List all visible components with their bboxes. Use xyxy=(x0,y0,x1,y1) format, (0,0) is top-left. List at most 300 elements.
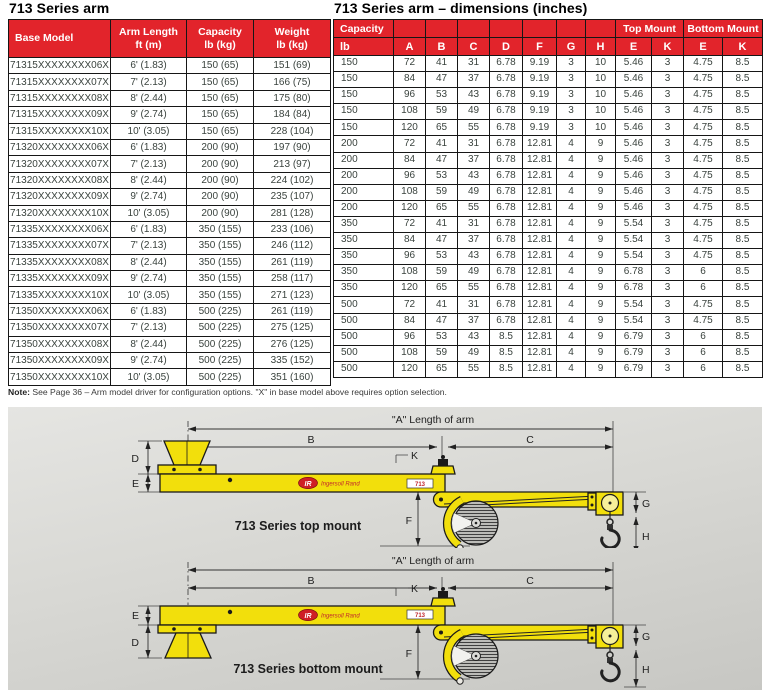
table-row xyxy=(334,361,763,377)
table-cell: 500 (225) xyxy=(187,369,254,385)
table-cell: 9.19 xyxy=(523,120,557,136)
table-cell: 8.5 xyxy=(723,297,763,313)
table-cell: 84 xyxy=(394,72,426,88)
table-cell: 65 xyxy=(426,200,458,216)
table-row xyxy=(9,320,331,336)
table-cell: 55 xyxy=(458,281,490,297)
left-table-header-row xyxy=(9,20,331,58)
table-cell: 59 xyxy=(426,184,458,200)
table-cell: 3 xyxy=(557,104,586,120)
table-cell: 3 xyxy=(652,120,684,136)
col-header-capacity: Capacity xyxy=(334,20,394,38)
table-row xyxy=(9,369,331,385)
col-header-f: F xyxy=(523,38,557,56)
table-cell: 6.78 xyxy=(490,168,523,184)
table-cell: 49 xyxy=(458,345,490,361)
table-cell: 350 (155) xyxy=(187,221,254,237)
table-cell: 9 xyxy=(586,200,616,216)
table-cell: 12.81 xyxy=(523,216,557,232)
table-cell: 8' (2.44) xyxy=(111,254,187,270)
table-cell: 120 xyxy=(394,361,426,377)
table-cell: 59 xyxy=(426,265,458,281)
table-cell: 108 xyxy=(394,345,426,361)
table-cell: 47 xyxy=(426,152,458,168)
pivot-cap xyxy=(438,459,448,466)
bottom-mount-caption: 713 Series bottom mount xyxy=(233,662,383,676)
table-cell: 10' (3.05) xyxy=(111,123,187,139)
table-cell: 4 xyxy=(557,233,586,249)
table-cell: 65 xyxy=(426,120,458,136)
table-cell: 150 (65) xyxy=(187,58,254,74)
table-cell: 8.5 xyxy=(723,56,763,72)
col-header-bottom-mount: Bottom Mount xyxy=(684,20,763,38)
footnote-label: Note: xyxy=(8,387,30,397)
table-cell: 8.5 xyxy=(723,216,763,232)
table-cell: 12.81 xyxy=(523,200,557,216)
dim-label-d: D xyxy=(131,453,139,465)
table-cell: 500 xyxy=(334,361,394,377)
table-cell: 6' (1.83) xyxy=(111,221,187,237)
table-cell: 10' (3.05) xyxy=(111,369,187,385)
table-cell: 500 xyxy=(334,345,394,361)
table-cell: 6' (1.83) xyxy=(111,139,187,155)
table-cell: 6.78 xyxy=(490,297,523,313)
table-cell: 261 (119) xyxy=(254,303,331,319)
dim-label-e: E xyxy=(131,478,139,490)
table-cell: 500 xyxy=(334,313,394,329)
hook-icon xyxy=(602,663,620,681)
table-cell: 8.5 xyxy=(490,361,523,377)
table-cell: 6.78 xyxy=(490,56,523,72)
table-cell: 71315XXXXXXXX06X xyxy=(9,58,111,74)
table-cell: 108 xyxy=(394,104,426,120)
table-cell: 5.46 xyxy=(616,168,652,184)
arm-models-table xyxy=(8,19,331,386)
table-cell: 350 xyxy=(334,265,394,281)
table-cell: 9 xyxy=(586,152,616,168)
header-text: Capacity xyxy=(198,26,242,39)
col-header-g: G xyxy=(557,38,586,56)
table-cell: 108 xyxy=(394,184,426,200)
table-cell: 59 xyxy=(426,104,458,120)
table-row xyxy=(9,172,331,188)
table-cell: 150 xyxy=(334,104,394,120)
dim-label-c: C xyxy=(526,434,534,446)
arm-models-section xyxy=(8,0,330,386)
table-cell: 6.78 xyxy=(490,104,523,120)
table-row xyxy=(9,238,331,254)
dimensions-table-body xyxy=(334,56,763,378)
right-table-header-row-2 xyxy=(334,38,763,56)
table-cell: 8.5 xyxy=(723,361,763,377)
table-row xyxy=(334,88,763,104)
table-cell: 71320XXXXXXXX09X xyxy=(9,189,111,205)
table-cell: 150 xyxy=(334,72,394,88)
table-cell: 3 xyxy=(652,136,684,152)
table-cell: 150 (65) xyxy=(187,74,254,90)
table-cell: 197 (90) xyxy=(254,139,331,155)
table-cell: 9 xyxy=(586,297,616,313)
dim-label-g: G xyxy=(642,631,651,643)
table-cell: 4.75 xyxy=(684,168,723,184)
bracket-clip xyxy=(457,678,463,684)
header-subtext: lb (kg) xyxy=(204,38,236,51)
table-cell: 4.75 xyxy=(684,104,723,120)
table-cell: 213 (97) xyxy=(254,156,331,172)
table-cell: 9 xyxy=(586,233,616,249)
table-cell: 246 (112) xyxy=(254,238,331,254)
hook-assembly xyxy=(602,511,620,548)
table-cell: 53 xyxy=(426,249,458,265)
table-cell: 335 (152) xyxy=(254,353,331,369)
table-cell: 200 (90) xyxy=(187,172,254,188)
table-cell: 4 xyxy=(557,281,586,297)
table-cell: 5.54 xyxy=(616,233,652,249)
table-cell: 3 xyxy=(652,168,684,184)
table-cell: 4 xyxy=(557,249,586,265)
table-cell: 71320XXXXXXXX10X xyxy=(9,205,111,221)
logo-ir-text: IR xyxy=(304,480,312,488)
table-cell: 271 (123) xyxy=(254,287,331,303)
table-cell: 3 xyxy=(652,104,684,120)
table-row xyxy=(334,281,763,297)
table-cell: 9 xyxy=(586,249,616,265)
table-cell: 9' (2.74) xyxy=(111,271,187,287)
table-row xyxy=(9,271,331,287)
table-row xyxy=(334,313,763,329)
table-cell: 4 xyxy=(557,265,586,281)
table-cell: 350 (155) xyxy=(187,271,254,287)
table-cell: 258 (117) xyxy=(254,271,331,287)
header-subtext: lb (kg) xyxy=(276,38,308,51)
table-cell: 9 xyxy=(586,136,616,152)
table-cell: 5.46 xyxy=(616,200,652,216)
table-cell: 6.78 xyxy=(490,233,523,249)
hook-icon xyxy=(602,530,620,548)
beam-tag-text: 713 xyxy=(414,482,426,488)
table-row xyxy=(334,104,763,120)
dim-label-d: D xyxy=(131,637,139,649)
table-cell: 31 xyxy=(458,136,490,152)
header-spacer xyxy=(490,20,523,38)
table-cell: 150 xyxy=(334,88,394,104)
table-cell: 71335XXXXXXXX06X xyxy=(9,221,111,237)
table-row xyxy=(334,329,763,345)
table-cell: 31 xyxy=(458,216,490,232)
table-row xyxy=(334,249,763,265)
table-cell: 96 xyxy=(394,168,426,184)
table-cell: 6.78 xyxy=(490,249,523,265)
table-cell: 120 xyxy=(394,281,426,297)
table-cell: 6 xyxy=(684,345,723,361)
table-cell: 120 xyxy=(394,200,426,216)
table-cell: 41 xyxy=(426,216,458,232)
jib-arm-bottom-mount xyxy=(158,587,623,684)
table-cell: 8.5 xyxy=(723,281,763,297)
table-cell: 9.19 xyxy=(523,56,557,72)
table-cell: 12.81 xyxy=(523,184,557,200)
table-cell: 4.75 xyxy=(684,88,723,104)
mount-flange xyxy=(158,625,216,633)
table-cell: 96 xyxy=(394,329,426,345)
table-cell: 6 xyxy=(684,329,723,345)
table-row xyxy=(334,152,763,168)
table-cell: 8.5 xyxy=(723,120,763,136)
table-cell: 261 (119) xyxy=(254,254,331,270)
table-cell: 71335XXXXXXXX07X xyxy=(9,238,111,254)
table-cell: 5.46 xyxy=(616,120,652,136)
table-cell: 4 xyxy=(557,136,586,152)
header-text: Weight xyxy=(274,26,310,39)
table-cell: 4 xyxy=(557,313,586,329)
table-cell: 8.5 xyxy=(723,104,763,120)
col-header-k: K xyxy=(723,38,763,56)
table-cell: 53 xyxy=(426,88,458,104)
table-cell: 6' (1.83) xyxy=(111,303,187,319)
table-cell: 6.78 xyxy=(490,72,523,88)
table-cell: 151 (69) xyxy=(254,58,331,74)
table-cell: 9 xyxy=(586,281,616,297)
table-cell: 12.81 xyxy=(523,361,557,377)
table-row xyxy=(334,168,763,184)
right-table-header-row-1 xyxy=(334,20,763,38)
table-cell: 71315XXXXXXXX08X xyxy=(9,90,111,106)
table-cell: 47 xyxy=(426,72,458,88)
table-cell: 9' (2.74) xyxy=(111,189,187,205)
table-cell: 4.75 xyxy=(684,136,723,152)
table-cell: 5.46 xyxy=(616,152,652,168)
table-cell: 224 (102) xyxy=(254,172,331,188)
table-cell: 3 xyxy=(652,56,684,72)
table-cell: 5.54 xyxy=(616,249,652,265)
table-cell: 150 xyxy=(334,56,394,72)
table-cell: 350 xyxy=(334,233,394,249)
table-cell: 3 xyxy=(652,152,684,168)
col-header-c: C xyxy=(458,38,490,56)
table-cell: 8.5 xyxy=(723,265,763,281)
table-cell: 4.75 xyxy=(684,184,723,200)
table-cell: 43 xyxy=(458,329,490,345)
top-mount-caption: 713 Series top mount xyxy=(234,519,362,533)
table-row xyxy=(9,139,331,155)
col-header-top-mount: Top Mount xyxy=(616,20,684,38)
table-row xyxy=(334,136,763,152)
table-cell: 41 xyxy=(426,136,458,152)
col-header-e: E xyxy=(684,38,723,56)
header-spacer xyxy=(586,20,616,38)
table-row xyxy=(334,120,763,136)
table-cell: 8.5 xyxy=(723,313,763,329)
table-cell: 4 xyxy=(557,200,586,216)
table-row xyxy=(9,156,331,172)
table-cell: 10 xyxy=(586,56,616,72)
table-cell: 9 xyxy=(586,168,616,184)
table-cell: 3 xyxy=(652,329,684,345)
table-cell: 500 (225) xyxy=(187,336,254,352)
table-cell: 3 xyxy=(652,216,684,232)
beam-tag-text: 713 xyxy=(414,613,426,619)
table-cell: 150 (65) xyxy=(187,90,254,106)
table-cell: 12.81 xyxy=(523,281,557,297)
dim-label-arm-length: "A" Length of arm xyxy=(391,555,475,567)
table-cell: 108 xyxy=(394,265,426,281)
table-cell: 71335XXXXXXXX09X xyxy=(9,271,111,287)
table-cell: 4 xyxy=(557,329,586,345)
dim-label-f: F xyxy=(405,648,412,660)
table-cell: 6.78 xyxy=(490,265,523,281)
dim-label-f: F xyxy=(405,515,412,527)
table-cell: 8.5 xyxy=(723,72,763,88)
table-cell: 200 xyxy=(334,184,394,200)
table-row xyxy=(9,189,331,205)
table-cell: 4.75 xyxy=(684,72,723,88)
table-cell: 10 xyxy=(586,72,616,88)
table-cell: 5.46 xyxy=(616,184,652,200)
table-cell: 10 xyxy=(586,104,616,120)
table-cell: 200 xyxy=(334,136,394,152)
table-cell: 3 xyxy=(652,200,684,216)
table-cell: 71335XXXXXXXX10X xyxy=(9,287,111,303)
header-text: Base Model xyxy=(15,32,74,45)
table-cell: 7' (2.13) xyxy=(111,320,187,336)
table-cell: 71350XXXXXXXX10X xyxy=(9,369,111,385)
hook-assembly xyxy=(602,644,620,681)
table-cell: 200 xyxy=(334,168,394,184)
table-row xyxy=(9,353,331,369)
table-cell: 8.5 xyxy=(723,249,763,265)
table-cell: 6 xyxy=(684,281,723,297)
table-cell: 4 xyxy=(557,184,586,200)
table-cell: 350 (155) xyxy=(187,287,254,303)
table-cell: 6 xyxy=(684,361,723,377)
table-cell: 12.81 xyxy=(523,249,557,265)
table-cell: 41 xyxy=(426,56,458,72)
beam-bolt xyxy=(228,478,232,482)
table-cell: 65 xyxy=(426,281,458,297)
jib-arm-top-mount xyxy=(158,441,623,548)
table-cell: 6.78 xyxy=(490,216,523,232)
table-cell: 43 xyxy=(458,249,490,265)
table-cell: 235 (107) xyxy=(254,189,331,205)
footnote-text: See Page 36 – Arm model driver for configuration options. "X" in base model above requires option selection. xyxy=(29,387,447,397)
table-cell: 43 xyxy=(458,88,490,104)
table-cell: 4.75 xyxy=(684,233,723,249)
table-cell: 37 xyxy=(458,72,490,88)
table-cell: 6.79 xyxy=(616,361,652,377)
table-cell: 6.78 xyxy=(490,136,523,152)
pivot-cap xyxy=(438,591,448,598)
right-table-title: 713 Series arm – dimensions (inches) xyxy=(334,0,588,16)
table-cell: 37 xyxy=(458,152,490,168)
table-cell: 6' (1.83) xyxy=(111,58,187,74)
table-cell: 175 (80) xyxy=(254,90,331,106)
table-cell: 3 xyxy=(557,72,586,88)
table-cell: 281 (128) xyxy=(254,205,331,221)
table-cell: 72 xyxy=(394,56,426,72)
table-cell: 350 xyxy=(334,249,394,265)
table-cell: 3 xyxy=(652,313,684,329)
table-cell: 12.81 xyxy=(523,265,557,281)
table-row xyxy=(334,72,763,88)
table-cell: 150 xyxy=(334,120,394,136)
table-cell: 3 xyxy=(652,249,684,265)
col-header-weight xyxy=(254,20,331,58)
col-header-lb: lb xyxy=(334,38,394,56)
col-header-h: H xyxy=(586,38,616,56)
dim-label-b: B xyxy=(307,575,315,587)
table-row xyxy=(9,254,331,270)
table-cell: 4 xyxy=(557,297,586,313)
col-header-capacity xyxy=(187,20,254,58)
table-cell: 6.78 xyxy=(490,184,523,200)
dimensions-section xyxy=(333,0,762,378)
dim-label-h: H xyxy=(642,531,650,543)
table-cell: 59 xyxy=(426,345,458,361)
table-cell: 228 (104) xyxy=(254,123,331,139)
table-cell: 49 xyxy=(458,104,490,120)
table-cell: 47 xyxy=(426,313,458,329)
table-cell: 200 (90) xyxy=(187,189,254,205)
dim-label-g: G xyxy=(642,498,651,510)
table-cell: 12.81 xyxy=(523,152,557,168)
table-cell: 31 xyxy=(458,56,490,72)
table-cell: 6 xyxy=(684,265,723,281)
table-cell: 9 xyxy=(586,329,616,345)
header-text: Arm Length xyxy=(119,26,178,39)
table-row xyxy=(9,74,331,90)
pivot-base xyxy=(431,598,455,606)
table-row xyxy=(334,265,763,281)
table-cell: 12.81 xyxy=(523,136,557,152)
table-cell: 6.78 xyxy=(490,200,523,216)
table-cell: 10' (3.05) xyxy=(111,287,187,303)
top-mount-diagram xyxy=(8,407,762,548)
header-spacer xyxy=(426,20,458,38)
table-cell: 53 xyxy=(426,168,458,184)
table-cell: 53 xyxy=(426,329,458,345)
table-cell: 9 xyxy=(586,345,616,361)
table-cell: 12.81 xyxy=(523,297,557,313)
table-row xyxy=(334,216,763,232)
table-cell: 4 xyxy=(557,216,586,232)
table-cell: 55 xyxy=(458,120,490,136)
table-cell: 8' (2.44) xyxy=(111,90,187,106)
table-cell: 350 (155) xyxy=(187,238,254,254)
table-cell: 71320XXXXXXXX08X xyxy=(9,172,111,188)
table-cell: 4 xyxy=(557,152,586,168)
header-spacer xyxy=(458,20,490,38)
mount-flange xyxy=(158,465,216,474)
table-cell: 351 (160) xyxy=(254,369,331,385)
table-cell: 3 xyxy=(557,120,586,136)
col-header-k: K xyxy=(652,38,684,56)
pivot-base xyxy=(431,466,455,474)
header-spacer xyxy=(394,20,426,38)
table-cell: 4.75 xyxy=(684,56,723,72)
table-cell: 7' (2.13) xyxy=(111,238,187,254)
table-cell: 9 xyxy=(586,313,616,329)
table-cell: 84 xyxy=(394,313,426,329)
table-row xyxy=(9,58,331,74)
table-cell: 276 (125) xyxy=(254,336,331,352)
bottom-mount-diagram xyxy=(8,548,762,690)
table-cell: 71350XXXXXXXX06X xyxy=(9,303,111,319)
table-cell: 8.5 xyxy=(723,88,763,104)
table-cell: 31 xyxy=(458,297,490,313)
table-cell: 8.5 xyxy=(723,345,763,361)
table-cell: 5.46 xyxy=(616,104,652,120)
table-cell: 47 xyxy=(426,233,458,249)
